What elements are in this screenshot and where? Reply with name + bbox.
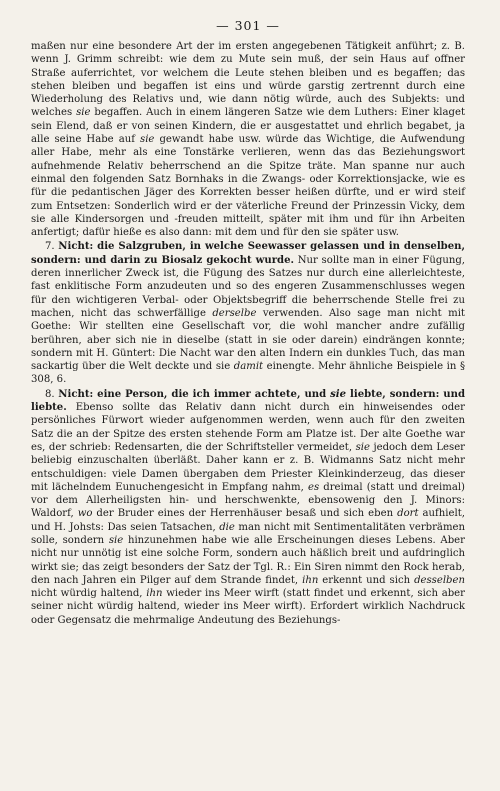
page-number: — 301 —	[216, 18, 280, 33]
text-run: sie	[355, 441, 370, 453]
text-run: es	[307, 481, 320, 493]
text-run: Nur sollte man in einer Fügung, deren innerlicher Zweck ist, die Fügung des Satzes nur durch eine allerleichteste, fast enklitische Form anzudeuten und so des engeren Zusammenschlusses wegen für den wichtigeren Verbal- oder Objektsbegriff die beherrschende Stelle frei zu machen, nicht das schwerfällige	[31, 254, 465, 319]
text-run: desselben	[414, 574, 465, 586]
text-run: gewandt habe usw. würde das Wichtige, die Aufwendung aller Habe, mehr als eine Tonstärke verlieren, wenn das das Beziehungswort aufnehmende Relativ beherrschend an die Spitze träte. Man spanne nur auch einmal den folgenden Satz Bornhaks in die Zwangs- oder Korrektionsjacke, wie es für die pedantischen Jäger des Korrekten besser heißen dürfte, und er wird steif zum Entsetzen: Sonderlich wird er der väterliche Freund der Prinzessin Vicky, dem sie alle Kindersorgen und -freuden mitteilt, später mit ihm und für ihn Arbeiten anfertigt; dafür hieße es also dann: mit dem und für den sie später usw.	[31, 134, 465, 239]
text-run: 7.	[45, 241, 59, 253]
text-run: damit	[233, 361, 264, 373]
text-run: sie	[76, 107, 91, 119]
text-run: Nicht: die Salzgruben, in welche Seewasser gelassen und in denselben, sondern: und darin zu Biosalz gekocht wurde.	[31, 241, 465, 266]
text-run: sie	[330, 388, 347, 400]
paragraph-rule-7	[31, 240, 465, 386]
text-run: wieder ins Meer wirft (statt findet und erkennt, sich aber seiner nicht würdig haltend, wieder ins Meer wirft). Erfordert wirklich Nachdruck oder Gegensatz die mehrmalige Andeutung des Beziehungs-	[31, 588, 465, 626]
text-run: liebte, sondern: und liebte.	[31, 388, 466, 414]
text-run: einengte. Mehr ähnliche Beispiele in § 308, 6.	[31, 361, 465, 386]
text-run: Nicht: eine Person, die ich immer achtete, und	[58, 388, 331, 400]
text-run: begaffen. Auch in einem längeren Satze wie dem Luthers: Einer klaget sein Elend, daß er von seinen Kindern, die er ausgestattet und ehrlich begabet, ja alle seine Habe auf	[31, 107, 465, 146]
paragraph-continuation	[31, 40, 465, 239]
text-run: sie	[140, 134, 155, 146]
paragraph-rule-8	[31, 388, 465, 627]
text-run: ihn	[146, 588, 163, 600]
text-run: verwenden. Also sage man nicht mit Goethe: Wir stellten eine Gesellschaft vor, die wohl mancher andre zufällig berühren, aber sich nie in dieselbe (statt in sie oder darein) eindrängen konnte; sondern mit H. Güntert: Die Nacht war den alten Indern ein dunkles Tuch, das man sackartig über die Welt deckte und sie	[31, 307, 465, 373]
body-text	[31, 40, 465, 627]
text-run: dreimal (statt und dreimal) vor dem Allerheiligsten hin- und herschwenkte, ebensowenig den J. Minors: Waldorf,	[31, 481, 465, 520]
text-run: die	[219, 521, 235, 533]
text-run: aufhielt, und H. Johsts: Das seien Tatsachen,	[31, 508, 465, 533]
text-run: maßen nur eine besondere Art der im ersten angegebenen Tätigkeit anführt; z. B. wenn J. Grimm schreibt: wie dem zu Mute sein muß, der sein Haus auf offner Straße auferrichtet, vor welchem die Leute stehen bleiben und es begaffen; das stehen bleiben und begaffen ist eins und würde garstig zertrennt durch eine Wiederholung des Relativs und, wie dann nötig würde, auch des Subjekts: und welches	[31, 41, 465, 119]
text-run: wo	[77, 508, 93, 520]
text-run: man nicht mit Sentimentalitäten verbrämen solle, sondern	[31, 521, 465, 546]
text-run: hinzunehmen habe wie alle Erscheinungen dieses Lebens. Aber nicht nur unnötig ist eine solche Form, sondern auch häßlich breit und aufdringlich wirkt sie; das zeigt besonders der Satz der Tgl. R.: Ein Siren nimmt den Rock herab, den nach Jahren ein Pilger auf dem Strande findet,	[31, 534, 465, 586]
text-run: erkennt und sich	[318, 574, 415, 586]
text-run: der Bruder eines der Herrenhäuser besaß und sich eben	[92, 508, 398, 520]
text-run: ihn	[302, 574, 319, 586]
text-run: 8.	[45, 388, 59, 400]
text-run: Ebenso sollte das Relativ dann nicht durch ein hinweisendes oder persönliches Fürwort wieder aufgenommen werden, wenn auch für den zweiten Satz die an der Spitze des ersten stehende Form am Platze ist. Der alte Goethe war es, der schrieb: Redensarten, die der Schriftsteller vermeidet,	[31, 402, 465, 453]
text-run: derselbe	[212, 307, 257, 319]
text-run: dort	[397, 508, 419, 520]
text-run: jedoch dem Leser beliebig einzuschalten überläßt. Daher kann er z. B. Widmanns Satz nicht mehr entschuldigen: viele Damen übergaben dem Priester Kleinkinderzeug, das dieser mit lächelndem Eunuchengesicht in Empfang nahm,	[31, 441, 465, 493]
text-run: sie	[108, 534, 124, 546]
text-run: nicht würdig haltend,	[31, 588, 147, 600]
